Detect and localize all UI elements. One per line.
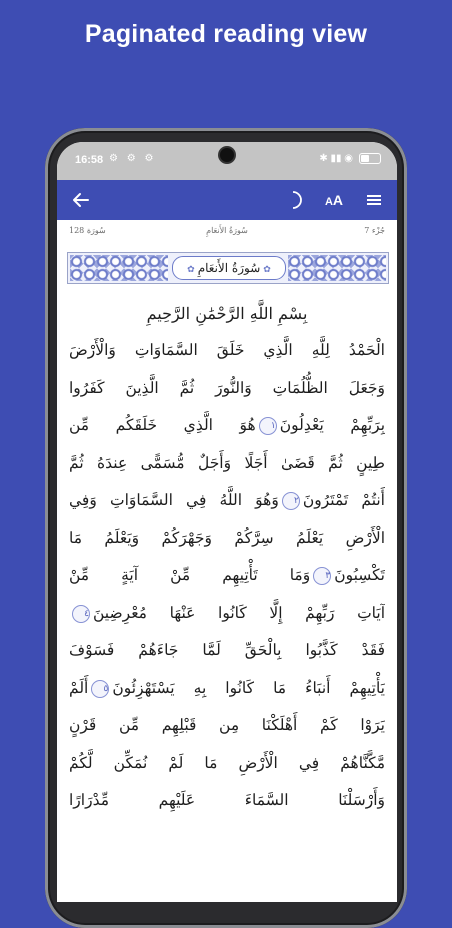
camera-cutout bbox=[220, 148, 234, 162]
verse-text: طِينٍ ثُمَّ قَضَىٰ أَجَلًا وَأَجَلٌ مُّسَمًّى عِندَهُ ثُمَّ bbox=[69, 453, 385, 472]
page-number-label: سُورَة 128 bbox=[69, 226, 106, 235]
status-right-icons bbox=[319, 153, 381, 164]
surah-header-label: سُورَةُ الأَنعَامِ bbox=[206, 226, 248, 235]
page-header bbox=[67, 226, 387, 240]
verse-text: تَكْسِبُونَ bbox=[334, 566, 385, 584]
verse-text: وَمَا تَأْتِيهِم مِّنْ آيَةٍ مِّنْ bbox=[69, 566, 311, 584]
ayah-number-marker: ٣ bbox=[313, 567, 331, 585]
ayah-number-marker: ٥ bbox=[91, 680, 109, 698]
quran-line bbox=[69, 407, 385, 445]
bottom-fade bbox=[57, 872, 397, 902]
quran-line bbox=[69, 707, 385, 745]
ayah-number-marker: ٢ bbox=[282, 492, 300, 510]
verse-text: يَأْتِيهِمْ أَنبَاءُ مَا كَانُوا بِهِ يَسْتَهْزِئُونَ bbox=[112, 678, 385, 697]
font-size-small-a: A bbox=[324, 196, 333, 208]
ayah-number-marker: ٤ bbox=[72, 605, 90, 623]
notification-icons: ⚙ ⚙ ⚙ bbox=[109, 153, 157, 164]
ayah-number-marker: ١ bbox=[259, 417, 277, 435]
quran-line bbox=[69, 745, 385, 783]
signal-wifi-icons: ✱ ▮▮ ◉ bbox=[319, 153, 353, 164]
quran-line bbox=[69, 445, 385, 483]
verse-text: فَقَدْ كَذَّبُوا بِالْحَقِّ لَمَّا جَاءَهُمْ فَسَوْفَ bbox=[69, 641, 385, 659]
verse-text: هُوَ الَّذِي خَلَقَكُم مِّن bbox=[69, 416, 256, 434]
status-bar bbox=[57, 142, 397, 180]
basmala: بِسْمِ اللَّهِ الرَّحْمَٰنِ الرَّحِيمِ bbox=[146, 304, 308, 323]
surah-banner bbox=[67, 252, 389, 284]
quran-line bbox=[69, 370, 385, 408]
verse-text: وَأَرْسَلْنَا السَّمَاءَ عَلَيْهِم مِّدْرَارًا bbox=[69, 791, 385, 809]
quran-line bbox=[69, 520, 385, 558]
verse-text: مَّكَّنَّاهُمْ فِي الْأَرْضِ مَا لَمْ نُمَكِّن لَّكُمْ bbox=[69, 753, 385, 772]
juz-label: جُزْء 7 bbox=[364, 226, 385, 235]
quran-line bbox=[69, 595, 385, 633]
battery-icon bbox=[359, 153, 381, 164]
verse-text: الْأَرْضِ يَعْلَمُ سِرَّكُمْ وَجَهْرَكُمْ وَيَعْلَمُ مَا bbox=[69, 528, 385, 547]
app-toolbar bbox=[57, 180, 397, 220]
mushaf-page[interactable] bbox=[57, 220, 397, 902]
quran-text-block bbox=[69, 332, 385, 820]
quran-line bbox=[69, 557, 385, 595]
verse-text: يَرَوْا كَمْ أَهْلَكْنَا مِن قَبْلِهِم مِّن قَرْنٍ bbox=[69, 716, 385, 734]
menu-list-icon[interactable] bbox=[361, 186, 387, 214]
quran-line bbox=[69, 632, 385, 670]
verse-text: أَلَمْ bbox=[69, 678, 89, 697]
ornament-right-icon bbox=[288, 255, 386, 281]
quran-line bbox=[69, 482, 385, 520]
night-mode-moon-icon[interactable] bbox=[283, 186, 309, 214]
verse-text: الْحَمْدُ لِلَّهِ الَّذِي خَلَقَ السَّمَاوَاتِ وَالْأَرْضَ bbox=[69, 341, 385, 359]
verse-text: وَجَعَلَ الظُّلُمَاتِ وَالنُّورَ ثُمَّ الَّذِينَ كَفَرُوا bbox=[69, 378, 385, 397]
phone-screen bbox=[57, 142, 397, 902]
surah-name: سُورَةُ الأَنعَامِ bbox=[197, 261, 261, 275]
quran-line bbox=[69, 670, 385, 708]
verse-text: وَهُوَ اللَّهُ فِي السَّمَاوَاتِ وَفِي bbox=[69, 491, 279, 509]
status-time: 16:58 bbox=[75, 154, 104, 166]
font-size-icon[interactable] bbox=[319, 186, 349, 214]
quran-line bbox=[69, 782, 385, 820]
promo-title: Paginated reading view bbox=[84, 20, 368, 48]
verse-text: أَنتُمْ تَمْتَرُونَ bbox=[302, 491, 385, 509]
verse-text: بِرَبِّهِمْ يَعْدِلُونَ bbox=[279, 416, 385, 434]
verse-text: آيَاتِ رَبِّهِمْ إِلَّا كَانُوا عَنْهَا مُعْرِضِينَ bbox=[93, 603, 385, 622]
font-size-big-a: A bbox=[332, 192, 344, 208]
back-arrow-icon[interactable] bbox=[67, 186, 95, 214]
surah-name-box: ✿سُورَةُ الأَنعَامِ✿ bbox=[172, 256, 286, 280]
quran-line bbox=[69, 332, 385, 370]
ornament-left-icon bbox=[70, 255, 168, 281]
